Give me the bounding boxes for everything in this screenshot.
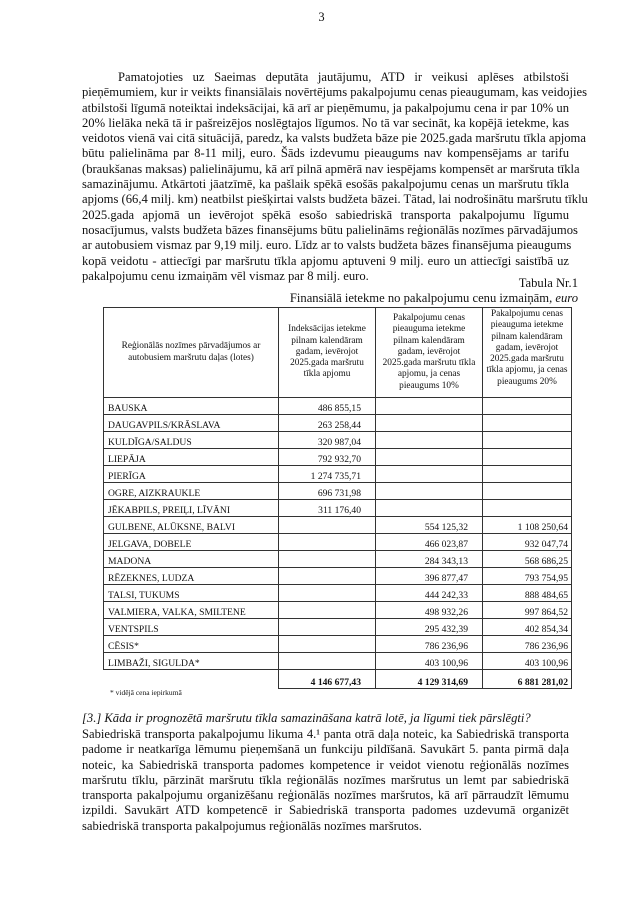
- text-line: veidotos vienā vai citā situācijā, paredz, ka valsts budžeta bāze pie 2025.gada maršrutu tīkla apjoma: [82, 131, 586, 146]
- cell-indexation: [279, 619, 376, 636]
- cell-increase-10: [376, 449, 483, 466]
- table-row: [104, 568, 572, 585]
- cell-increase-10: [376, 432, 483, 449]
- cell-indexation: 1 274 735,71: [279, 466, 376, 483]
- text-line: Pamatojoties uz Saeimas deputāta jautājumu, ATD ir veikusi aplēses atbilstoši: [118, 70, 569, 84]
- table-row: [104, 449, 572, 466]
- text-line: būtu palielināma par 8-11 milj, euro. Šāds izdevumu pieaugums nav kompensējams ar tarifu: [82, 146, 569, 161]
- cell-lot: KULDĪGA/SALDUS: [104, 432, 279, 449]
- cell-increase-10: 498 932,26: [376, 602, 483, 619]
- cell-indexation: [279, 517, 376, 534]
- total-blank-cell: [104, 670, 279, 689]
- total-increase-20: 6 881 281,02: [483, 670, 572, 689]
- text-line: noteic, ka Sabiedriskā transporta padomes kompetence ir veidot vienotu reģionālās nozīmes: [82, 757, 569, 772]
- cell-increase-10: 403 100,96: [376, 653, 483, 670]
- header-increase-20: Pakalpojumu cenas pieauguma ietekme pilnam kalendāram gadam, ievērojot 2025.gada maršrutu tīkla apjomu, ja cenas pieaugums 20%: [483, 308, 572, 398]
- cell-lot: GULBENE, ALŪKSNE, BALVI: [104, 517, 279, 534]
- cell-lot: TALSI, TUKUMS: [104, 585, 279, 602]
- cell-increase-20: 793 754,95: [483, 568, 572, 585]
- table-footnote: * vidējā cena iepirkumā: [110, 688, 182, 697]
- text-line: (braukšanas maksas) palielinājumu, kā arī pilnā apmērā nav iespējams kompensēt ar maršruta tīkla: [82, 161, 580, 176]
- cell-increase-20: [483, 415, 572, 432]
- cell-indexation: 263 258,44: [279, 415, 376, 432]
- cell-increase-20: 997 864,52: [483, 602, 572, 619]
- table-row: [104, 602, 572, 619]
- cell-indexation: 486 855,15: [279, 398, 376, 415]
- cell-increase-20: 568 686,25: [483, 551, 572, 568]
- text-line: nosacījumus, valsts budžeta bāzes finansējums būtu palielināms reģionālās nozīmes pārvadājumos: [82, 222, 578, 237]
- text-line: pieņēmumiem, kur ir veikts finansiālais novērtējums pakalpojumu cenas pieaugumam, kas veidojies: [82, 85, 588, 100]
- cell-lot: JELGAVA, DOBELE: [104, 534, 279, 551]
- text-line: izpildi. Savukārt ATD kompetencē ir Sabiedriskā transporta padomes uzdevumā organizēt: [82, 803, 569, 818]
- text-line: maršrutu tīklu, pārzināt maršrutu tīkla reģionālās nozīmes maršrutus un lemt par sabiedriskā: [82, 772, 569, 787]
- table-row: [104, 466, 572, 483]
- header-indexation: Indeksācijas ietekme pilnam kalendāram gadam, ievērojot 2025.gada maršrutu tīkla apjomu: [279, 308, 376, 398]
- table-row: [104, 483, 572, 500]
- cell-increase-10: 786 236,96: [376, 636, 483, 653]
- cell-indexation: [279, 568, 376, 585]
- table-row: [104, 585, 572, 602]
- cell-lot: RĒZEKNES, LUDZA: [104, 568, 279, 585]
- table-total-row: [104, 670, 572, 689]
- table-row: [104, 619, 572, 636]
- cell-increase-20: [483, 449, 572, 466]
- cell-indexation: [279, 602, 376, 619]
- cell-increase-10: [376, 466, 483, 483]
- table-title: [290, 291, 578, 306]
- cell-lot: LIEPĀJA: [104, 449, 279, 466]
- cell-indexation: [279, 636, 376, 653]
- cell-indexation: [279, 551, 376, 568]
- table-row: [104, 534, 572, 551]
- table-row: [104, 551, 572, 568]
- text-line: atbilstoši līgumā noteiktai indeksācijai, kā arī ar pieņēmumu, ja pakalpojumu cena ir par 10% un: [82, 100, 569, 115]
- cell-indexation: [279, 653, 376, 670]
- cell-increase-10: 554 125,32: [376, 517, 483, 534]
- paragraph-council-competence: [82, 727, 569, 834]
- cell-lot: DAUGAVPILS/KRĀSLAVA: [104, 415, 279, 432]
- page-number: 3: [318, 10, 325, 24]
- cell-indexation: 320 987,04: [279, 432, 376, 449]
- table-header-row: [104, 308, 572, 398]
- text-line: ar autobusiem vismaz par 9,19 milj. euro. Līdz ar to valsts budžeta bāzes finansējuma pieaugums: [82, 238, 572, 253]
- cell-increase-20: [483, 500, 572, 517]
- cell-increase-20: [483, 398, 572, 415]
- text-line: 2025.gada apjomā un ievērojot spēkā esošo sabiedriskā transporta pakalpojumu līgumu: [82, 207, 569, 222]
- text-line: padome ir neatkarīga lēmumu pieņemšanā un funkciju pildīšanā. Savukārt 5. panta pirmā daļa: [82, 742, 569, 757]
- cell-increase-20: 1 108 250,64: [483, 517, 572, 534]
- cell-increase-10: 284 343,13: [376, 551, 483, 568]
- text-line: kopā veidotu - attiecīgi par maršrutu tīkla apjomu aptuveni 9 milj. euro un attiecīgi saistībā uz: [82, 253, 569, 268]
- financial-impact-table: [103, 307, 572, 689]
- cell-increase-20: [483, 432, 572, 449]
- cell-lot: LIMBAŽI, SIGULDA*: [104, 653, 279, 670]
- header-increase-10: Pakalpojumu cenas pieauguma ietekme pilnam kalendāram gadam, ievērojot 2025.gada maršrutu tīkla apjomu, ja cenas pieaugums 10%: [376, 308, 483, 398]
- cell-indexation: [279, 585, 376, 602]
- cell-lot: CĒSIS*: [104, 636, 279, 653]
- cell-increase-10: [376, 483, 483, 500]
- cell-lot: VALMIERA, VALKA, SMILTENE: [104, 602, 279, 619]
- cell-increase-10: 444 242,33: [376, 585, 483, 602]
- cell-lot: MADONA: [104, 551, 279, 568]
- question-heading: [3.] Kāda ir prognozētā maršrutu tīkla samazināšana katrā lotē, ja līgumi tiek pārslēgti?: [82, 711, 531, 725]
- text-line: samazinājumu. Atkārtoti jāatzīmē, ka pašlaik spēkā esošās pakalpojumu cenas un maršrutu tīkla: [82, 177, 569, 192]
- cell-indexation: 696 731,98: [279, 483, 376, 500]
- text-line: sabiedriskā transporta pakalpojumus reģionālās nozīmes maršrutos.: [82, 818, 422, 833]
- header-lot: Reģionālās nozīmes pārvadājumos ar autobusiem maršrutu daļas (lotes): [104, 308, 279, 398]
- cell-increase-10: 396 877,47: [376, 568, 483, 585]
- cell-increase-20: 786 236,96: [483, 636, 572, 653]
- cell-indexation: 311 176,40: [279, 500, 376, 517]
- text-line: pakalpojumu cenu izmaiņām vēl vismaz par 8 milj. euro.: [82, 268, 369, 283]
- total-increase-10: 4 129 314,69: [376, 670, 483, 689]
- table-row: [104, 432, 572, 449]
- cell-increase-10: [376, 398, 483, 415]
- cell-increase-10: 466 023,87: [376, 534, 483, 551]
- cell-lot: PIERĪGA: [104, 466, 279, 483]
- table-label: Tabula Nr.1: [518, 276, 578, 290]
- text-line: 20% lielāka nekā tā ir pašreizējos noslēgtajos līgumos. No tā var secināt, ka kopējā ietekme, kas: [82, 115, 569, 130]
- cell-lot: OGRE, AIZKRAUKLE: [104, 483, 279, 500]
- cell-lot: VENTSPILS: [104, 619, 279, 636]
- table-title-text: Finansiālā ietekme no pakalpojumu cenu izmaiņām,: [289, 291, 553, 305]
- text-line: Sabiedriskā transporta pakalpojumu likuma 4.¹ panta otrā daļa noteic, ka Sabiedriskā transporta: [82, 727, 569, 741]
- cell-increase-20: [483, 483, 572, 500]
- table-row: [104, 653, 572, 670]
- cell-lot: BAUSKA: [104, 398, 279, 415]
- cell-increase-20: 403 100,96: [483, 653, 572, 670]
- cell-increase-10: [376, 500, 483, 517]
- table-title-unit: euro: [555, 291, 578, 305]
- table-row: [104, 517, 572, 534]
- table-row: [104, 636, 572, 653]
- cell-lot: JĒKABPILS, PREIĻI, LĪVĀNI: [104, 500, 279, 517]
- cell-increase-20: 932 047,74: [483, 534, 572, 551]
- table-row: [104, 415, 572, 432]
- cell-increase-10: [376, 415, 483, 432]
- table-row: [104, 398, 572, 415]
- cell-increase-20: 402 854,34: [483, 619, 572, 636]
- cell-increase-20: [483, 466, 572, 483]
- cell-indexation: [279, 534, 376, 551]
- cell-increase-20: 888 484,65: [483, 585, 572, 602]
- table-row: [104, 500, 572, 517]
- total-indexation: 4 146 677,43: [279, 670, 376, 689]
- text-line: apjoms (66,4 milj. km) neatbilst piešķirtai valsts budžeta bāzei. Tātad, lai nodrošinātu maršrutu tīklu: [82, 192, 588, 207]
- text-line: transporta pakalpojumu organizēšanu reģionālās nozīmes maršrutos, kā arī pārraudzīt lēmumu: [82, 788, 569, 803]
- cell-indexation: 792 932,70: [279, 449, 376, 466]
- cell-increase-10: 295 432,39: [376, 619, 483, 636]
